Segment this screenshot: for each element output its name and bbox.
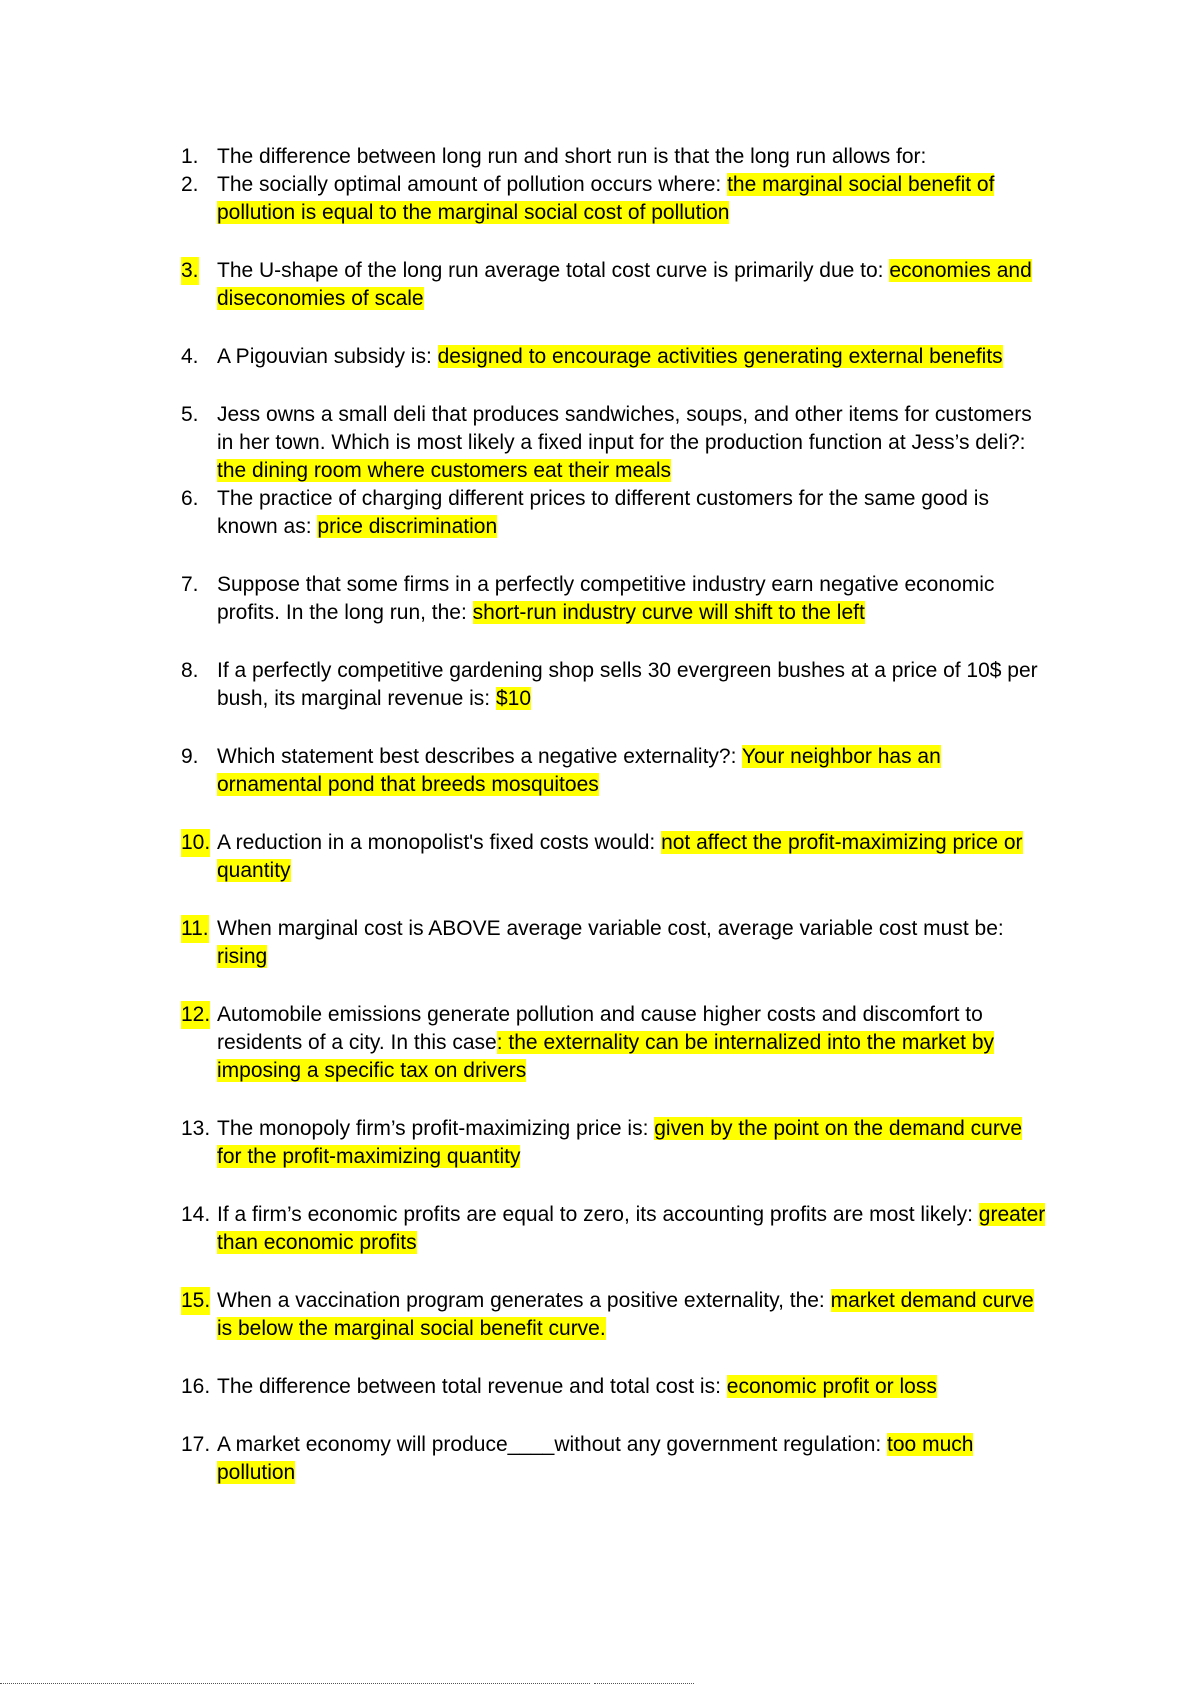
list-item bbox=[181, 1287, 1051, 1343]
page-bottom-divider bbox=[0, 1683, 590, 1684]
answer-highlight: $10 bbox=[495, 687, 532, 710]
question-text: If a perfectly competitive gardening shop sells 30 evergreen bushes at a price of 10$ per bush, its marginal revenue is: bbox=[217, 659, 1038, 710]
question-text: The difference between long run and short run is that the long run allows for: bbox=[217, 145, 927, 168]
list-item bbox=[181, 171, 1051, 227]
question-list bbox=[181, 143, 1051, 1487]
list-item bbox=[181, 1001, 1051, 1085]
question-text: Automobile emissions generate pollution and cause higher costs and discomfort to residents of a city. In this case bbox=[217, 1003, 983, 1054]
list-item bbox=[181, 829, 1051, 885]
answer-highlight: the dining room where customers eat their meals bbox=[217, 459, 672, 482]
answer-highlight: economies and diseconomies of scale bbox=[217, 259, 1032, 310]
list-item bbox=[181, 657, 1051, 713]
item-number: 3. bbox=[181, 257, 199, 285]
answer-highlight: market demand curve is below the marginal social benefit curve. bbox=[217, 1289, 1034, 1340]
answer-highlight: not affect the profit-maximizing price or quantity bbox=[217, 831, 1023, 882]
question-text: The socially optimal amount of pollution occurs where: bbox=[217, 173, 728, 196]
answer-highlight: greater than economic profits bbox=[217, 1203, 1046, 1254]
question-text: The U-shape of the long run average total cost curve is primarily due to: bbox=[217, 259, 890, 282]
question-text: The difference between total revenue and total cost is: bbox=[217, 1375, 727, 1398]
item-number: 11. bbox=[181, 915, 209, 943]
item-number: 17. bbox=[181, 1433, 211, 1456]
list-item bbox=[181, 1373, 1051, 1401]
answer-highlight: too much pollution bbox=[217, 1433, 974, 1484]
list-item bbox=[181, 485, 1051, 541]
question-text: A Pigouvian subsidy is: bbox=[217, 345, 438, 368]
page-bottom-divider bbox=[594, 1683, 694, 1684]
item-number: 4. bbox=[181, 345, 199, 368]
answer-highlight: rising bbox=[217, 945, 268, 968]
list-item bbox=[181, 571, 1051, 627]
answer-highlight: the marginal social benefit of pollution is equal to the marginal social cost of pollution bbox=[217, 173, 995, 224]
list-item bbox=[181, 1431, 1051, 1487]
answer-highlight: designed to encourage activities generating external benefits bbox=[437, 345, 1003, 368]
item-number: 1. bbox=[181, 145, 199, 168]
item-number: 9. bbox=[181, 745, 199, 768]
question-text: A reduction in a monopolist's fixed costs would: bbox=[217, 831, 662, 854]
question-text: If a firm’s economic profits are equal to zero, its accounting profits are most likely: bbox=[217, 1203, 979, 1226]
question-text: Suppose that some firms in a perfectly competitive industry earn negative economic profits. In the long run, the: bbox=[217, 573, 995, 624]
question-text: Jess owns a small deli that produces sandwiches, soups, and other items for customers in her town. Which is most likely a fixed input for the production function at Jess’s deli?: bbox=[217, 403, 1032, 454]
item-number: 6. bbox=[181, 487, 199, 510]
answer-highlight: short-run industry curve will shift to the left bbox=[472, 601, 865, 624]
answer-highlight: given by the point on the demand curve for the profit-maximizing quantity bbox=[217, 1117, 1022, 1168]
list-item bbox=[181, 143, 1051, 171]
item-number: 2. bbox=[181, 173, 199, 196]
item-number: 5. bbox=[181, 403, 199, 426]
item-number: 7. bbox=[181, 573, 199, 596]
list-item bbox=[181, 401, 1051, 485]
question-text: When marginal cost is ABOVE average variable cost, average variable cost must be: bbox=[217, 917, 1004, 940]
question-text: The practice of charging different prices to different customers for the same good is known as: bbox=[217, 487, 989, 538]
list-item bbox=[181, 743, 1051, 799]
answer-highlight: Your neighbor has an ornamental pond that breeds mosquitoes bbox=[217, 745, 941, 796]
question-text: A market economy will produce____without any government regulation: bbox=[217, 1433, 888, 1456]
item-number: 8. bbox=[181, 659, 199, 682]
answer-highlight: price discrimination bbox=[317, 515, 498, 538]
list-item bbox=[181, 343, 1051, 371]
answer-highlight: : the externality can be internalized into the market by imposing a specific tax on drivers bbox=[217, 1031, 995, 1082]
item-number: 13. bbox=[181, 1117, 211, 1140]
answer-highlight: economic profit or loss bbox=[726, 1375, 937, 1398]
list-item bbox=[181, 1201, 1051, 1257]
list-item bbox=[181, 915, 1051, 971]
item-number: 14. bbox=[181, 1203, 211, 1226]
item-number: 10. bbox=[181, 829, 210, 857]
list-item bbox=[181, 1115, 1051, 1171]
list-item bbox=[181, 257, 1051, 313]
item-number: 12. bbox=[181, 1001, 210, 1029]
item-number: 15. bbox=[181, 1287, 210, 1315]
question-text: Which statement best describes a negative externality?: bbox=[217, 745, 742, 768]
question-text: The monopoly firm’s profit-maximizing price is: bbox=[217, 1117, 655, 1140]
question-text: When a vaccination program generates a positive externality, the: bbox=[217, 1289, 831, 1312]
item-number: 16. bbox=[181, 1375, 211, 1398]
